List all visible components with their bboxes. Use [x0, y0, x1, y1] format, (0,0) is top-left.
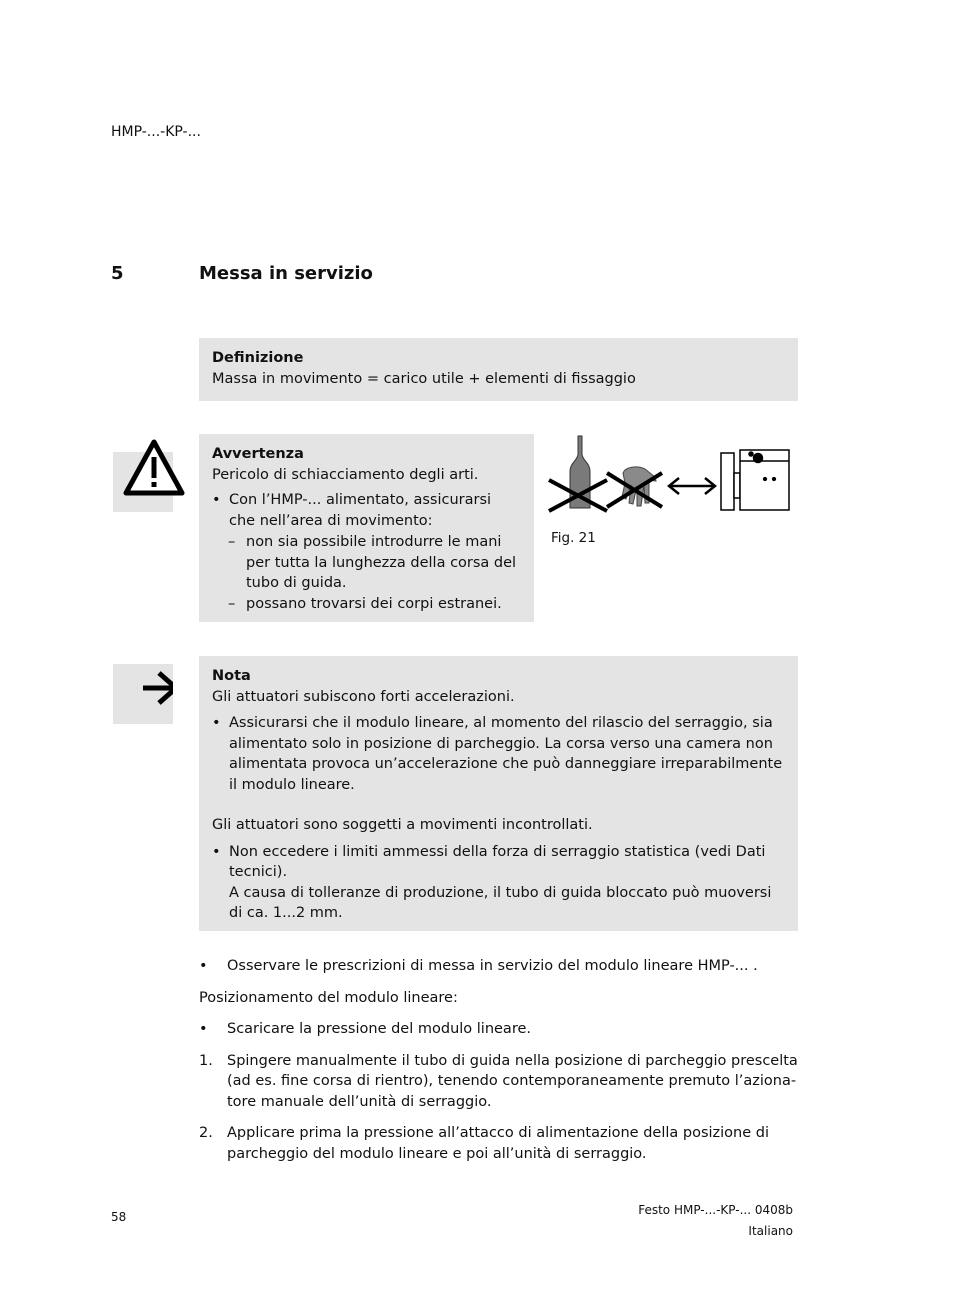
body-content — [199, 956, 799, 1164]
arrow-right-icon — [113, 664, 173, 724]
section-title: Messa in servizio — [199, 263, 373, 284]
bottle-icon — [549, 436, 607, 511]
figure-caption: Fig. 21 — [551, 530, 596, 546]
note-bullet-2-text: • Non eccedere i limiti ammessi della forza di serraggio statistica (vedi Dati tecnici). — [229, 843, 766, 880]
note-box — [199, 656, 798, 931]
step-number: 2. — [199, 1125, 213, 1141]
hand-icon — [607, 467, 662, 507]
running-header: HMP-...-KP-... — [111, 124, 201, 140]
warning-icon-box — [113, 452, 173, 512]
note-title: Nota — [212, 668, 251, 684]
numbered-step — [199, 1123, 799, 1164]
warning-dash-item: – possano trovarsi dei corpi estranei. — [212, 594, 521, 615]
footer-doc: Festo HMP-...-KP-... 0408b Italiano — [638, 1203, 793, 1238]
note-intro-1: Gli attuatori subiscono forti accelerazioni. — [212, 688, 515, 705]
note-bullet-2-continuation: A causa di tolleranze di produzione, il tubo di guida bloccato può muoversi di ca. 1...2 mm. — [229, 884, 772, 921]
warning-dash-item: – non sia possibile introdurre le mani per tutta la lunghezza della corsa del tubo di guida. — [212, 532, 521, 594]
step-text: Applicare prima la pressione all’attacco di alimentazione della posizione di parcheggio del modulo lineare e poi all’unità di serraggio. — [227, 1125, 769, 1162]
body-paragraph: Posizionamento del modulo lineare: — [199, 989, 458, 1006]
note-icon-box — [113, 664, 173, 724]
figure-crushing-hazard — [545, 433, 795, 513]
step-text: Spingere manualmente il tubo di guida nella posizione di parcheggio prescelta (ad es. fine corsa di rientro), tenendo contemporaneamente premuto l’aziona-tore manuale dell’unità di serraggio. — [227, 1052, 798, 1110]
note-spacer — [212, 795, 785, 815]
page-number: 58 — [111, 1210, 127, 1224]
definition-box — [199, 338, 798, 401]
warning-bullet: • Con l’HMP-... alimentato, assicurarsi che nell’area di movimento: — [212, 490, 521, 531]
note-bullet-1: • Assicurarsi che il modulo lineare, al momento del rilascio del serraggio, sia alimentato solo in posizione di parcheggio. La corsa verso una camera non alimentata provoca un’accelerazione che può danneggiare irreparabilmente il modulo lineare. — [212, 713, 785, 795]
warning-intro: Pericolo di schiacciamento degli arti. — [212, 466, 479, 483]
warning-box — [199, 434, 534, 622]
warning-triangle-icon — [113, 452, 173, 512]
note-intro-2: Gli attuatori sono soggetti a movimenti incontrollati. — [212, 817, 593, 833]
definition-text: Massa in movimento = carico utile + elementi di fissaggio — [212, 370, 636, 387]
definition-title: Definizione — [212, 350, 304, 366]
section-number: 5 — [111, 263, 124, 284]
step-number: 1. — [199, 1052, 213, 1069]
body-bullet: • Osservare le prescrizioni di messa in servizio del modulo lineare HMP-... . — [199, 956, 799, 977]
note-bullet-2 — [212, 842, 785, 924]
linear-module-icon — [721, 450, 789, 510]
double-arrow-icon — [669, 478, 715, 494]
warning-title: Avvertenza — [212, 446, 304, 462]
numbered-step — [199, 1051, 799, 1113]
body-bullet: • Scaricare la pressione del modulo lineare. — [199, 1019, 799, 1040]
